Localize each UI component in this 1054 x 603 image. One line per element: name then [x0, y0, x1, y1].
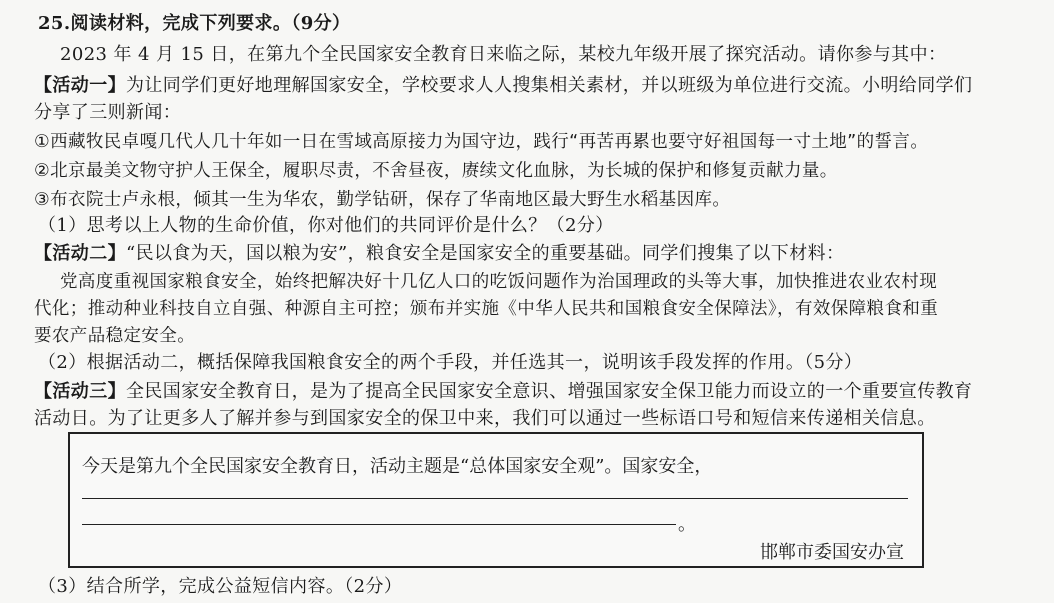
- sms-text: 今天是第九个全民国家安全教育日，活动主题是“总体国家安全观”。国家安全，: [82, 456, 713, 477]
- activity2-material-1: 党高度重视国家粮食安全，始终把解决好十几亿人口的吃饭问题作为治国理政的头等大事，加快推进农业农村现: [60, 272, 938, 292]
- sms-signature: 邯郸市委国安办宣: [760, 542, 904, 563]
- sms-end-mark: 。: [678, 514, 696, 535]
- activity3-line1: [34, 380, 972, 404]
- answer-blank-2[interactable]: [82, 524, 676, 525]
- sub-question-2: （2）根据活动二，概括保障我国粮食安全的两个手段，并任选其一，说明该手段发挥的作用。（5分）: [38, 352, 863, 373]
- question-title: 25.阅读材料，完成下列要求。（9分）: [38, 13, 351, 34]
- news-item-3: ③布衣院士卢永根，倾其一生为华农，勤学钻研，保存了华南地区最大野生水稻基因库。: [34, 190, 731, 210]
- activity1-text-1: 为让同学们更好地理解国家安全，学校要求人人搜集相关素材，并以班级为单位进行交流。小明给同学们: [126, 75, 973, 96]
- activity2-text: “民以食为天，国以粮为安”，粮食安全是国家安全的重要基础。同学们搜集了以下材料：: [126, 243, 845, 264]
- activity3-label: 【活动三】: [34, 381, 126, 402]
- activity3-text-1: 全民国家安全教育日，是为了提高全民国家安全意识、增强国家安全保卫能力而设立的一个重要宣传教育: [126, 381, 973, 402]
- news-item-2: ②北京最美文物守护人王保全，履职尽责，不舍昼夜，赓续文化血脉，为长城的保护和修复贡献力量。: [34, 161, 838, 181]
- activity2-material-2: 代化；推动种业科技自立自强、种源自主可控；颁布并实施《中华人民共和国粮食安全保障法》，有效保障粮食和重: [34, 299, 939, 319]
- activity2-label: 【活动二】: [34, 243, 126, 264]
- activity1-line2: 分享了三则新闻：: [34, 102, 182, 123]
- answer-blank-1[interactable]: [82, 498, 908, 499]
- question-intro: 2023 年 4 月 15 日，在第九个全民国家安全教育日来临之际，某校九年级开展了探究活动。请你参与其中：: [60, 44, 947, 65]
- activity2-line: [34, 242, 844, 266]
- activity3-line2: 活动日。为了让更多人了解并参与到国家安全的保卫中来，我们可以通过一些标语口号和短信来传递相关信息。: [34, 408, 936, 429]
- sub-question-3: （3）结合所学，完成公益短信内容。（2分）: [38, 576, 403, 597]
- activity1-label: 【活动一】: [34, 75, 126, 96]
- activity1-line1: [34, 74, 972, 98]
- news-item-1: ①西藏牧民卓嘎几代人几十年如一日在雪域高原接力为国守边，践行“再苦再累也要守好祖国每一寸土地”的誓言。: [34, 132, 929, 152]
- sms-box: [68, 432, 924, 568]
- activity2-material-3: 要农产品稳定安全。: [34, 326, 196, 346]
- sub-question-1: （1）思考以上人物的生命价值，你对他们的共同评价是什么？（2分）: [38, 215, 614, 236]
